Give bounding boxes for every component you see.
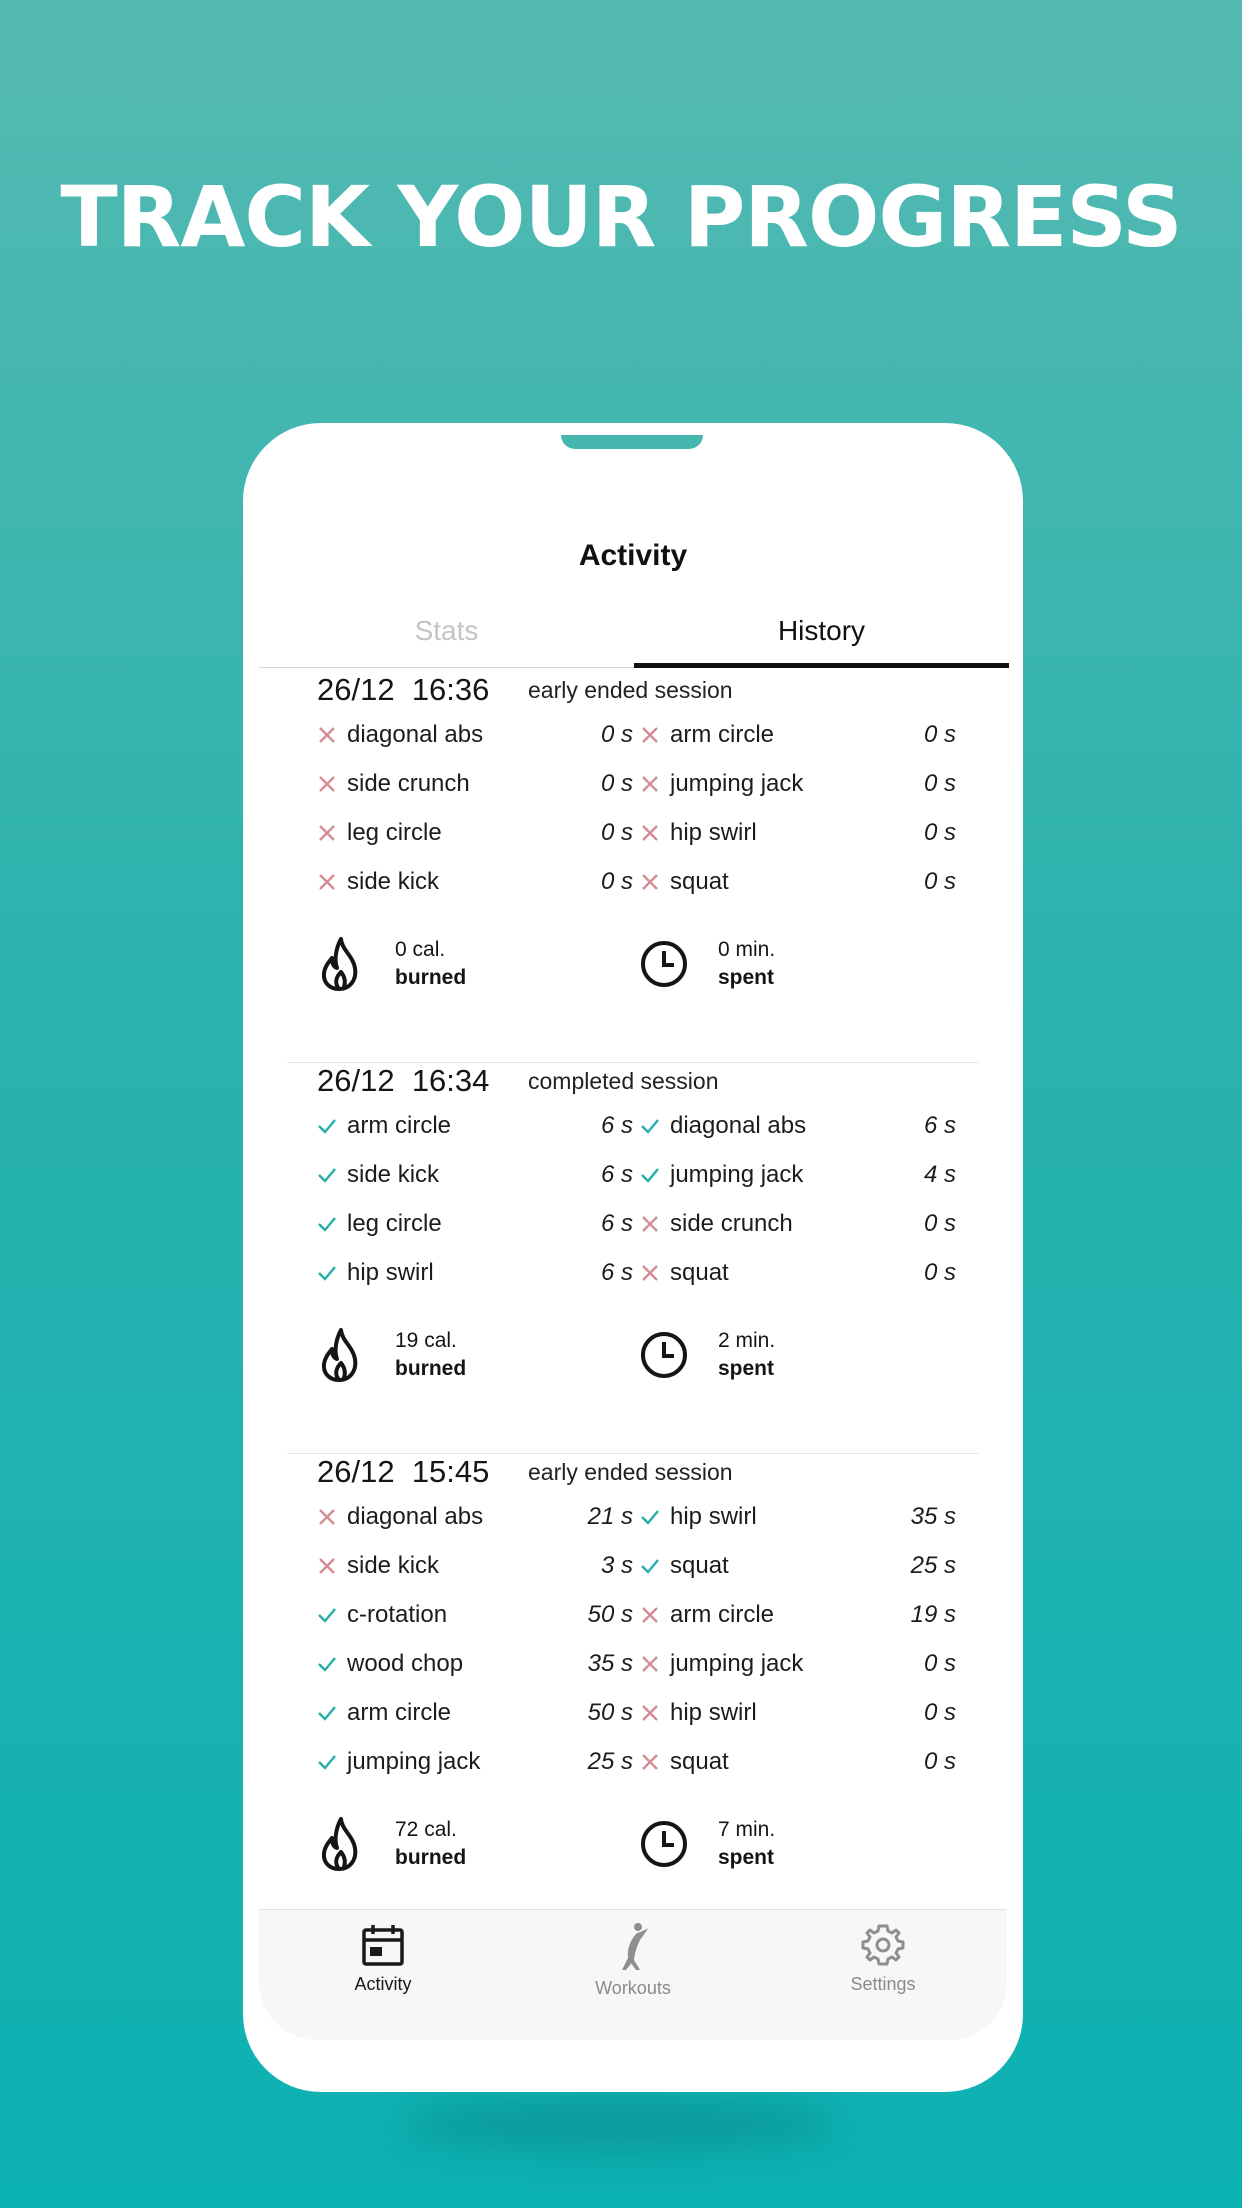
exercise-duration: 19 s xyxy=(910,1600,956,1628)
exercise-row xyxy=(640,1688,956,1737)
session-time: 15:45 xyxy=(411,1454,490,1489)
tab-history[interactable]: History xyxy=(634,611,1009,668)
exercise-row xyxy=(640,857,956,906)
calories-label: burned xyxy=(395,1357,467,1380)
exercise-name: side crunch xyxy=(670,1209,793,1237)
nav-activity[interactable] xyxy=(303,1922,463,1995)
exercise-name: c-rotation xyxy=(347,1600,448,1628)
cross-icon xyxy=(640,1214,660,1234)
exercise-name: side kick xyxy=(347,1551,440,1579)
exercise-name: jumping jack xyxy=(670,1649,804,1677)
flame-icon xyxy=(317,1816,367,1872)
exercise-name: hip swirl xyxy=(347,1258,434,1286)
check-icon xyxy=(317,1703,337,1723)
exercise-name: arm circle xyxy=(347,1698,452,1726)
calories-value: 0 cal. xyxy=(395,938,446,961)
exercise-row xyxy=(317,1248,633,1297)
check-icon xyxy=(317,1263,337,1283)
gear-icon xyxy=(860,1922,906,1968)
exercise-name: diagonal abs xyxy=(347,720,484,748)
session-card xyxy=(259,1454,1007,1909)
session-status: early ended session xyxy=(528,677,733,703)
clock-icon xyxy=(640,1816,690,1872)
cross-icon xyxy=(640,1703,660,1723)
exercise-row xyxy=(640,1150,956,1199)
nav-settings-label: Settings xyxy=(850,1974,916,1994)
exercise-duration: 50 s xyxy=(587,1600,633,1628)
exercise-row xyxy=(640,1737,956,1786)
exercise-duration: 6 s xyxy=(600,1258,633,1286)
check-icon xyxy=(317,1165,337,1185)
calories-value: 72 cal. xyxy=(395,1818,457,1841)
check-icon xyxy=(317,1214,337,1234)
duration-summary xyxy=(640,936,775,992)
exercise-name: squat xyxy=(670,1747,729,1775)
exercise-name: side kick xyxy=(347,1160,440,1188)
exercise-duration: 0 s xyxy=(923,1747,956,1775)
exercise-duration: 0 s xyxy=(923,1698,956,1726)
bottom-tab-bar xyxy=(259,1909,1007,2040)
exercise-duration: 21 s xyxy=(587,1502,633,1530)
cross-icon xyxy=(640,774,660,794)
exercise-duration: 50 s xyxy=(587,1698,633,1726)
phone-notch xyxy=(561,435,703,449)
check-icon xyxy=(317,1605,337,1625)
exercise-duration: 0 s xyxy=(923,818,956,846)
session-datetime xyxy=(317,1454,489,1490)
exercise-row xyxy=(317,1688,633,1737)
exercise-name: arm circle xyxy=(347,1111,452,1139)
exercise-duration: 25 s xyxy=(910,1551,956,1579)
check-icon xyxy=(317,1116,337,1136)
check-icon xyxy=(640,1556,660,1576)
calories-text xyxy=(395,1816,466,1872)
session-time: 16:36 xyxy=(411,672,490,707)
session-card xyxy=(259,1063,1007,1454)
session-date: 26/12 xyxy=(317,1454,395,1489)
exercise-name: jumping jack xyxy=(670,769,804,797)
exercise-row xyxy=(317,1492,633,1541)
exercise-name: squat xyxy=(670,867,729,895)
exercise-duration: 3 s xyxy=(600,1551,633,1579)
check-icon xyxy=(640,1507,660,1527)
duration-value: 2 min. xyxy=(718,1329,776,1352)
exercise-duration: 0 s xyxy=(923,1258,956,1286)
cross-icon xyxy=(317,823,337,843)
calories-label: burned xyxy=(395,1846,467,1869)
cross-icon xyxy=(640,725,660,745)
calories-label: burned xyxy=(395,966,467,989)
cross-icon xyxy=(640,1752,660,1772)
session-card xyxy=(259,672,1007,1063)
exercise-name: wood chop xyxy=(347,1649,464,1677)
exercise-duration: 0 s xyxy=(923,720,956,748)
cross-icon xyxy=(317,1507,337,1527)
exercise-duration: 0 s xyxy=(600,818,633,846)
cross-icon xyxy=(317,774,337,794)
history-list[interactable] xyxy=(259,672,1007,1909)
exercise-duration: 0 s xyxy=(923,867,956,895)
phone-frame xyxy=(243,423,1023,2092)
session-date: 26/12 xyxy=(317,1063,395,1098)
session-status: early ended session xyxy=(528,1459,733,1485)
session-time: 16:34 xyxy=(411,1063,490,1098)
clock-icon xyxy=(640,1327,690,1383)
check-icon xyxy=(640,1116,660,1136)
session-datetime xyxy=(317,672,489,708)
exercise-row xyxy=(640,710,956,759)
headline: TRACK YOUR PROGRESS xyxy=(60,168,1182,266)
exercise-duration: 0 s xyxy=(600,867,633,895)
exercise-duration: 25 s xyxy=(587,1747,633,1775)
exercise-name: side kick xyxy=(347,867,440,895)
session-date: 26/12 xyxy=(317,672,395,707)
flame-icon xyxy=(317,1327,367,1383)
nav-activity-label: Activity xyxy=(354,1974,412,1994)
exercise-row xyxy=(640,1590,956,1639)
exercise-duration: 35 s xyxy=(587,1649,633,1677)
tab-stats[interactable]: Stats xyxy=(259,611,634,668)
exercise-duration: 6 s xyxy=(600,1111,633,1139)
exercise-duration: 4 s xyxy=(923,1160,956,1188)
exercise-name: leg circle xyxy=(347,818,442,846)
cross-icon xyxy=(640,1654,660,1674)
nav-workouts-label: Workouts xyxy=(595,1978,671,1998)
cross-icon xyxy=(317,725,337,745)
exercise-name: hip swirl xyxy=(670,1502,757,1530)
exercise-name: jumping jack xyxy=(347,1747,481,1775)
duration-label: spent xyxy=(718,1846,775,1869)
session-status: completed session xyxy=(528,1068,719,1094)
exercise-duration: 0 s xyxy=(923,769,956,797)
calories-summary xyxy=(317,936,466,992)
exercise-row xyxy=(317,1150,633,1199)
exercise-duration: 0 s xyxy=(923,1209,956,1237)
exercise-name: diagonal abs xyxy=(347,1502,484,1530)
exercise-name: hip swirl xyxy=(670,818,757,846)
duration-label: spent xyxy=(718,966,775,989)
exercise-row xyxy=(317,759,633,808)
exercise-row xyxy=(317,1590,633,1639)
exercise-name: leg circle xyxy=(347,1209,442,1237)
exercise-duration: 0 s xyxy=(923,1649,956,1677)
exercise-row xyxy=(640,1541,956,1590)
session-datetime xyxy=(317,1063,489,1099)
cross-icon xyxy=(640,1605,660,1625)
calories-text xyxy=(395,936,466,992)
check-icon xyxy=(317,1654,337,1674)
calories-value: 19 cal. xyxy=(395,1329,457,1352)
exercise-row xyxy=(640,1101,956,1150)
exercise-name: squat xyxy=(670,1551,729,1579)
exercise-duration: 6 s xyxy=(600,1209,633,1237)
exercise-duration: 6 s xyxy=(600,1160,633,1188)
calories-summary xyxy=(317,1816,466,1872)
exercise-duration: 35 s xyxy=(910,1502,956,1530)
cross-icon xyxy=(640,823,660,843)
clock-icon xyxy=(640,936,690,992)
exercise-name: arm circle xyxy=(670,1600,775,1628)
exercise-name: diagonal abs xyxy=(670,1111,807,1139)
exercise-row xyxy=(317,857,633,906)
cross-icon xyxy=(640,872,660,892)
cross-icon xyxy=(317,1556,337,1576)
exercise-row xyxy=(640,1639,956,1688)
exercise-row xyxy=(317,1199,633,1248)
duration-text xyxy=(718,936,775,992)
exercise-name: jumping jack xyxy=(670,1160,804,1188)
exercise-row xyxy=(640,1199,956,1248)
calendar-icon xyxy=(360,1922,406,1968)
exercise-name: arm circle xyxy=(670,720,775,748)
exercise-row xyxy=(640,1492,956,1541)
duration-value: 7 min. xyxy=(718,1818,776,1841)
flame-icon xyxy=(317,936,367,992)
exercise-duration: 0 s xyxy=(600,769,633,797)
duration-label: spent xyxy=(718,1357,775,1380)
workout-figure-icon xyxy=(610,1922,656,1972)
exercise-row xyxy=(640,808,956,857)
duration-text xyxy=(718,1327,775,1383)
exercise-duration: 6 s xyxy=(923,1111,956,1139)
cross-icon xyxy=(640,1263,660,1283)
exercise-name: side crunch xyxy=(347,769,470,797)
nav-settings[interactable] xyxy=(803,1922,963,1995)
calories-summary xyxy=(317,1327,466,1383)
exercise-row xyxy=(317,1541,633,1590)
duration-summary xyxy=(640,1327,775,1383)
exercise-row xyxy=(317,710,633,759)
duration-text xyxy=(718,1816,775,1872)
cross-icon xyxy=(317,872,337,892)
nav-workouts[interactable] xyxy=(553,1922,713,1999)
exercise-row xyxy=(317,1101,633,1150)
duration-summary xyxy=(640,1816,775,1872)
exercise-row xyxy=(317,808,633,857)
exercise-name: hip swirl xyxy=(670,1698,757,1726)
phone-shadow xyxy=(400,2100,840,2150)
exercise-duration: 0 s xyxy=(600,720,633,748)
exercise-row xyxy=(317,1639,633,1688)
exercise-row xyxy=(640,759,956,808)
calories-text xyxy=(395,1327,466,1383)
screen-title: Activity xyxy=(578,539,688,572)
check-icon xyxy=(317,1752,337,1772)
duration-value: 0 min. xyxy=(718,938,776,961)
exercise-row xyxy=(317,1737,633,1786)
exercise-name: squat xyxy=(670,1258,729,1286)
check-icon xyxy=(640,1165,660,1185)
exercise-row xyxy=(640,1248,956,1297)
